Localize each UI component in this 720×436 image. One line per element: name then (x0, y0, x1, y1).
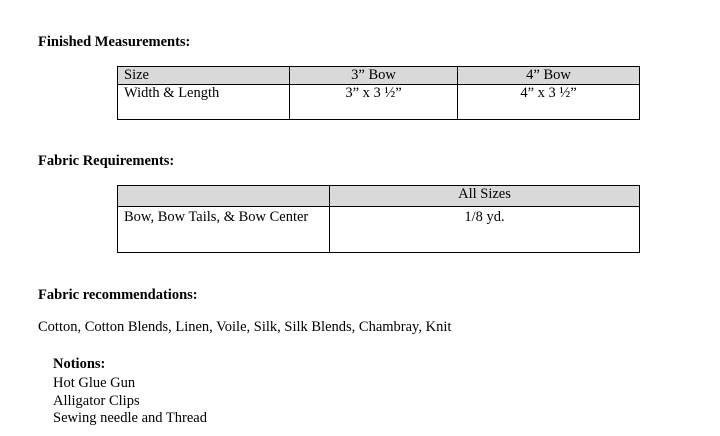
header-cell-size: Size (118, 67, 290, 85)
cell-4in-bow-size: 4” x 3 ½” (458, 85, 640, 120)
table-row (118, 207, 640, 253)
cell-width-length-label: Width & Length (118, 85, 290, 120)
cell-all-sizes-amount: 1/8 yd. (330, 207, 640, 253)
fabric-requirements-heading: Fabric Requirements: (38, 153, 175, 169)
cell-bow-parts-label: Bow, Bow Tails, & Bow Center (118, 207, 330, 253)
fabric-recommendations-text: Cotton, Cotton Blends, Linen, Voile, Silk, Silk Blends, Chambray, Knit (38, 319, 452, 335)
header-cell-empty (118, 186, 330, 207)
header-cell-all-sizes: All Sizes (330, 186, 640, 207)
fabric-requirements-table (117, 185, 640, 253)
table-header-row (118, 67, 640, 85)
fabric-recommendations-heading: Fabric recommendations: (38, 287, 198, 303)
finished-measurements-table (117, 66, 640, 120)
notions-heading: Notions: (53, 356, 106, 372)
header-cell-3in-bow: 3” Bow (290, 67, 458, 85)
table-row (118, 85, 640, 120)
list-item: Hot Glue Gun (53, 375, 136, 391)
notions-list (53, 375, 207, 428)
list-item: Sewing needle and Thread (53, 410, 207, 426)
finished-measurements-heading: Finished Measurements: (38, 34, 191, 50)
cell-3in-bow-size: 3” x 3 ½” (290, 85, 458, 120)
table-header-row (118, 186, 640, 207)
header-cell-4in-bow: 4” Bow (458, 67, 640, 85)
list-item: Alligator Clips (53, 392, 140, 409)
